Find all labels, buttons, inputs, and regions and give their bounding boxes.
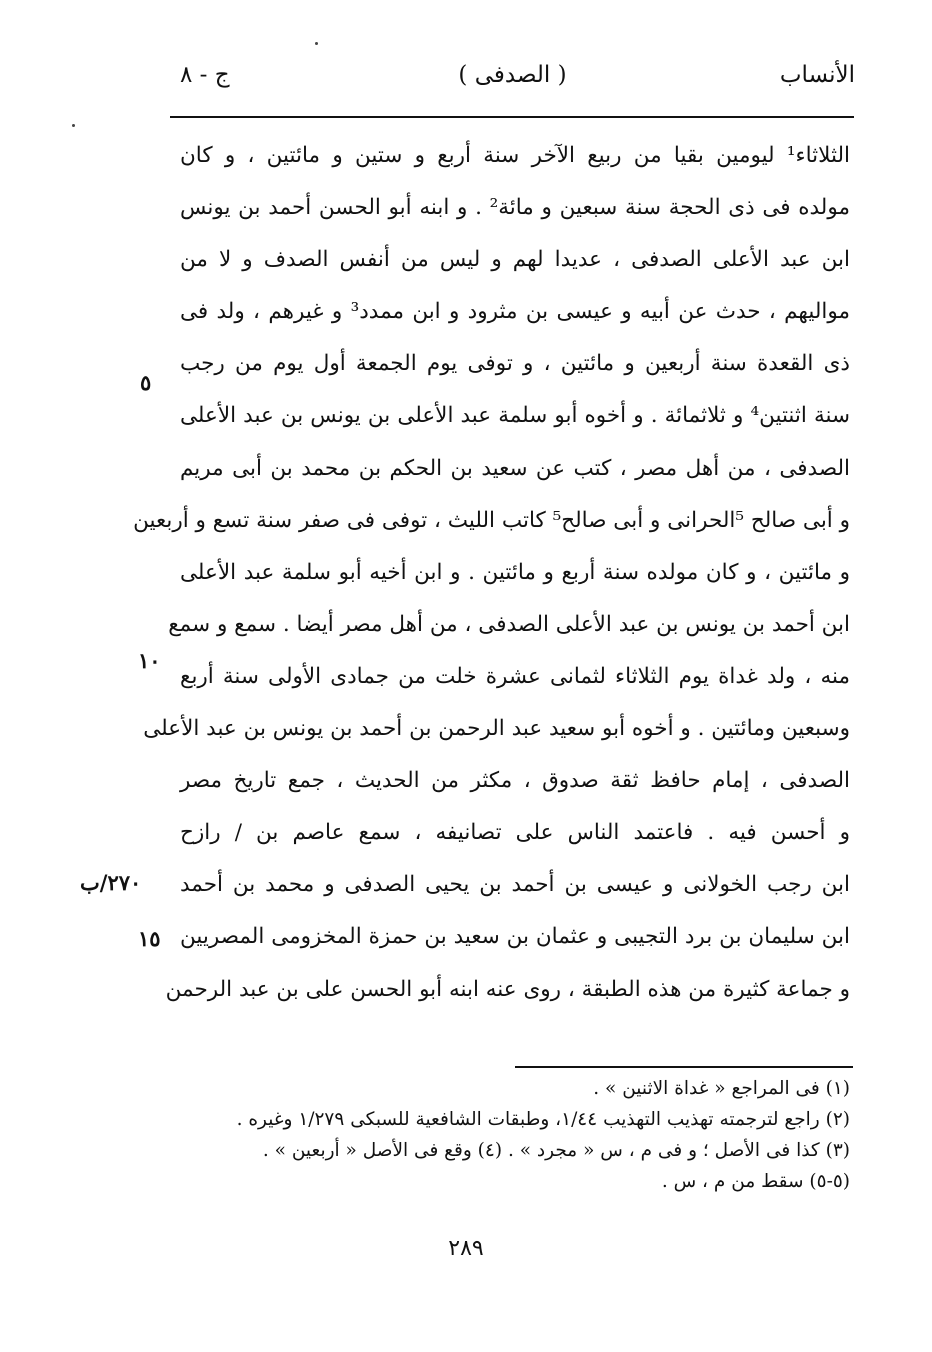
running-title: الأنساب bbox=[779, 62, 855, 88]
text-line: مواليهم ، حدث عن أبيه و عيسى بن مثرود و ابن ممدد³ و غيرهم ، ولد فى bbox=[180, 299, 850, 325]
text-line: ابن أحمد بن يونس بن عبد الأعلى الصدفى ، من أهل مصر أيضا . سمع و سمع bbox=[168, 611, 850, 637]
text-line: ذى القعدة سنة أربعين و مائتين ، و توفى يوم الجمعة أول يوم من رجب bbox=[180, 351, 850, 377]
footnote: (٣) كذا فى الأصل ؛ و فى م ، س « مجرد » . (٤) وقع فى الأصل « أربعين » . bbox=[262, 1140, 850, 1161]
line-number-5: ٥ bbox=[140, 370, 152, 395]
text-line: الثلاثاء¹ ليومين بقيا من ربيع الآخر سنة أربع و ستين و مائتين ، و كان bbox=[180, 143, 850, 168]
footnote-rule bbox=[515, 1066, 853, 1068]
header-rule bbox=[170, 116, 854, 118]
text-line: مولده فى ذى الحجة سنة سبعين و مائة² . و ابنه أبو الحسن أحمد بن يونس bbox=[180, 195, 850, 221]
entry-title: ( الصدفى ) bbox=[458, 62, 567, 88]
text-line: الصدفى ، إمام حافظ ثقة صدوق ، مكثر من الحديث ، جمع تاريخ مصر bbox=[180, 768, 850, 794]
page-number: ٢٨٩ bbox=[448, 1236, 484, 1261]
line-number-15: ١٥ bbox=[138, 926, 161, 951]
text-line: و أبى صالح ⁵الحرانى و أبى صالح⁵ كاتب الليث ، توفى فى صفر سنة تسع و أربعين bbox=[133, 507, 850, 533]
footnote: (٢) راجع لترجمته تهذيب التهذيب ١/٤٤، وطبقات الشافعية للسبكى ١/٢٧٩ وغيره . bbox=[236, 1109, 850, 1130]
text-line: و جماعة كثيرة من هذه الطبقة ، روى عنه ابنه أبو الحسن على بن عبد الرحمن bbox=[165, 976, 850, 1002]
text-line: ابن عبد الأعلى الصدفى ، عديدا لهم و ليس من أنفس الصدف و لا من bbox=[180, 247, 850, 273]
scan-speck bbox=[315, 42, 318, 45]
footnote: (٥-٥) سقط من م ، س . bbox=[661, 1171, 850, 1192]
line-number-10: ١٠ bbox=[138, 648, 161, 673]
text-line: و أحسن فيه . فاعتمد الناس على تصانيفه ، سمع عاصم بن / رازح bbox=[180, 820, 850, 846]
footnote: (١) فى المراجع « غداة الاثنين » . bbox=[593, 1078, 850, 1099]
text-line: سنة اثنتين⁴ و ثلاثمائة . و أخوه أبو سلمة عبد الأعلى بن يونس بن عبد الأعلى bbox=[180, 403, 850, 429]
folio-marker: ٢٧٠/ب bbox=[80, 870, 142, 895]
page-header bbox=[170, 52, 855, 102]
footnotes bbox=[170, 1073, 850, 1197]
volume-number: ج - ٨ bbox=[180, 62, 230, 88]
text-line: ابن سليمان بن برد التجيبى و عثمان بن سعيد بن حمزة المخزومى المصريين bbox=[180, 924, 850, 950]
text-line: منه ، ولد غداة يوم الثلاثاء لثمانى عشرة خلت من جمادى الأولى سنة أربع bbox=[180, 663, 850, 689]
text-line: الصدفى ، من أهل مصر ، كتب عن سعيد بن الحكم بن محمد بن أبى مريم bbox=[180, 455, 850, 481]
text-line: و مائتين ، و كان مولده سنة أربع و مائتين . و ابن أخيه أبو سلمة عبد الأعلى bbox=[180, 559, 850, 585]
text-line: وسبعين ومائتين . و أخوه أبو سعيد عبد الرحمن بن أحمد بن يونس بن عبد الأعلى bbox=[143, 716, 850, 742]
text-line: ابن رجب الخولانى و عيسى بن أحمد بن يحيى الصدفى و محمد بن أحمد bbox=[180, 872, 850, 898]
scan-speck bbox=[72, 124, 75, 127]
